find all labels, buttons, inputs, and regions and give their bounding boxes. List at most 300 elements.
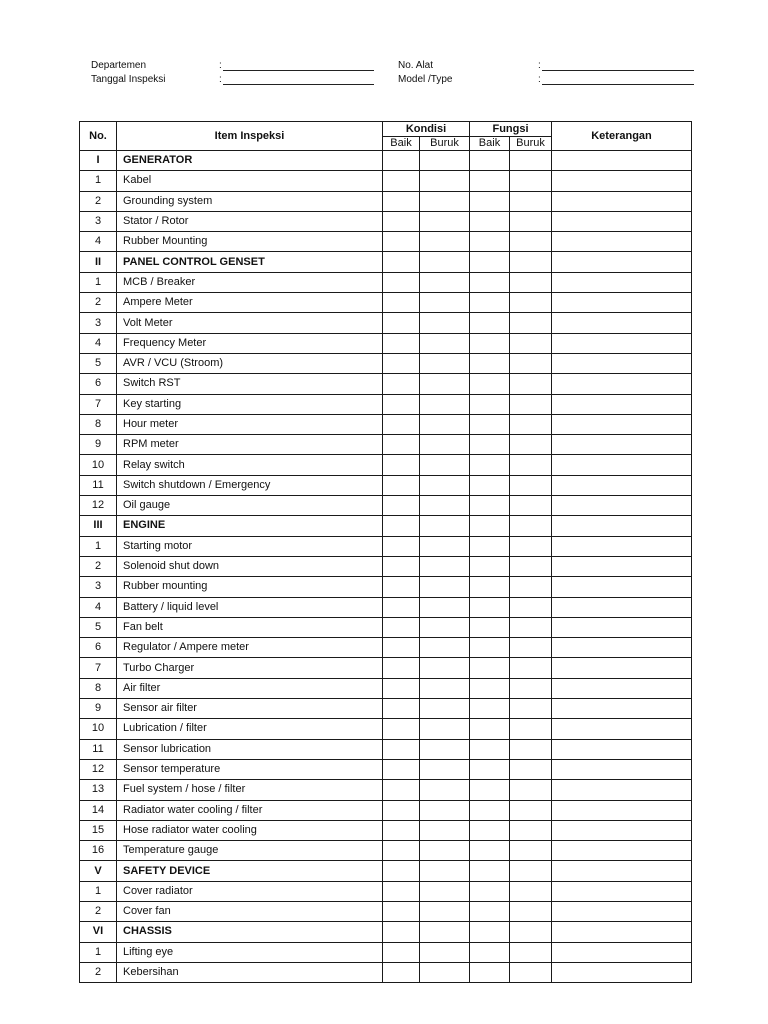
keterangan-cell[interactable] <box>552 678 692 698</box>
row-number: 16 <box>80 841 117 861</box>
kondisi-buruk-cell[interactable] <box>420 881 470 901</box>
keterangan-cell[interactable] <box>552 820 692 840</box>
fungsi-baik-cell[interactable] <box>470 719 510 739</box>
fungsi-baik-cell[interactable] <box>470 780 510 800</box>
kondisi-baik-cell[interactable] <box>383 252 420 272</box>
model-type-colon: : <box>538 74 541 85</box>
keterangan-cell[interactable] <box>552 780 692 800</box>
kondisi-baik-cell[interactable] <box>383 658 420 678</box>
item-label: Sensor air filter <box>117 699 383 719</box>
table-row <box>80 577 692 597</box>
table-row <box>80 617 692 637</box>
table-row <box>80 191 692 211</box>
kondisi-buruk-cell[interactable] <box>420 333 470 353</box>
keterangan-cell[interactable] <box>552 435 692 455</box>
kondisi-buruk-cell[interactable] <box>420 861 470 881</box>
table-row <box>80 353 692 373</box>
row-number: 5 <box>80 617 117 637</box>
fungsi-buruk-cell[interactable] <box>510 759 552 779</box>
item-label: Rubber mounting <box>117 577 383 597</box>
item-label: Sensor temperature <box>117 759 383 779</box>
kondisi-baik-cell[interactable] <box>383 881 420 901</box>
fungsi-baik-cell[interactable] <box>470 800 510 820</box>
keterangan-cell[interactable] <box>552 962 692 982</box>
kondisi-baik-cell[interactable] <box>383 678 420 698</box>
kondisi-baik-cell[interactable] <box>383 151 420 171</box>
table-row <box>80 658 692 678</box>
fungsi-baik-cell[interactable] <box>470 577 510 597</box>
keterangan-cell[interactable] <box>552 942 692 962</box>
fungsi-buruk-cell[interactable] <box>510 394 552 414</box>
item-label: Grounding system <box>117 191 383 211</box>
table-row <box>80 699 692 719</box>
kondisi-baik-cell[interactable] <box>383 962 420 982</box>
table-row <box>80 313 692 333</box>
item-label: Relay switch <box>117 455 383 475</box>
kondisi-baik-cell[interactable] <box>383 638 420 658</box>
item-label: MCB / Breaker <box>117 272 383 292</box>
kondisi-buruk-cell[interactable] <box>420 272 470 292</box>
fungsi-buruk-cell[interactable] <box>510 293 552 313</box>
kondisi-buruk-cell[interactable] <box>420 394 470 414</box>
fungsi-buruk-cell[interactable] <box>510 252 552 272</box>
table-row <box>80 232 692 252</box>
section-row <box>80 151 692 171</box>
item-label: Lubrication / filter <box>117 719 383 739</box>
keterangan-cell[interactable] <box>552 861 692 881</box>
table-row <box>80 841 692 861</box>
fungsi-baik-cell[interactable] <box>470 881 510 901</box>
kondisi-baik-cell[interactable] <box>383 313 420 333</box>
kondisi-buruk-cell[interactable] <box>420 901 470 921</box>
keterangan-cell[interactable] <box>552 232 692 252</box>
fungsi-buruk-cell[interactable] <box>510 597 552 617</box>
fungsi-baik-cell[interactable] <box>470 333 510 353</box>
keterangan-cell[interactable] <box>552 313 692 333</box>
fungsi-baik-cell[interactable] <box>470 597 510 617</box>
item-label: Turbo Charger <box>117 658 383 678</box>
kondisi-baik-cell[interactable] <box>383 414 420 434</box>
fungsi-buruk-cell[interactable] <box>510 475 552 495</box>
col-fungsi-header: Fungsi <box>470 122 552 137</box>
kondisi-buruk-cell[interactable] <box>420 800 470 820</box>
kondisi-buruk-cell[interactable] <box>420 759 470 779</box>
table-row <box>80 962 692 982</box>
keterangan-cell[interactable] <box>552 455 692 475</box>
kondisi-baik-cell[interactable] <box>383 232 420 252</box>
kondisi-buruk-cell[interactable] <box>420 638 470 658</box>
fungsi-baik-cell[interactable] <box>470 861 510 881</box>
keterangan-cell[interactable] <box>552 211 692 231</box>
kondisi-baik-cell[interactable] <box>383 374 420 394</box>
item-label: AVR / VCU (Stroom) <box>117 353 383 373</box>
fungsi-baik-cell[interactable] <box>470 942 510 962</box>
kondisi-baik-cell[interactable] <box>383 617 420 637</box>
fungsi-baik-cell[interactable] <box>470 820 510 840</box>
kondisi-baik-cell[interactable] <box>383 435 420 455</box>
tanggal-inspeksi-label: Tanggal Inspeksi <box>91 74 166 85</box>
kondisi-baik-cell[interactable] <box>383 800 420 820</box>
row-number: 8 <box>80 414 117 434</box>
row-number: 11 <box>80 475 117 495</box>
table-row <box>80 942 692 962</box>
kondisi-buruk-cell[interactable] <box>420 962 470 982</box>
keterangan-cell[interactable] <box>552 658 692 678</box>
fungsi-baik-cell[interactable] <box>470 435 510 455</box>
row-number: V <box>80 861 117 881</box>
kondisi-buruk-cell[interactable] <box>420 151 470 171</box>
keterangan-cell[interactable] <box>552 536 692 556</box>
fungsi-buruk-cell[interactable] <box>510 841 552 861</box>
item-label: Cover radiator <box>117 881 383 901</box>
fungsi-buruk-cell[interactable] <box>510 577 552 597</box>
fungsi-baik-cell[interactable] <box>470 678 510 698</box>
keterangan-cell[interactable] <box>552 516 692 536</box>
kondisi-baik-cell[interactable] <box>383 516 420 536</box>
kondisi-buruk-cell[interactable] <box>420 780 470 800</box>
section-row <box>80 252 692 272</box>
row-number: 1 <box>80 942 117 962</box>
fungsi-baik-cell[interactable] <box>470 475 510 495</box>
fungsi-baik-cell[interactable] <box>470 191 510 211</box>
kondisi-buruk-cell[interactable] <box>420 191 470 211</box>
kondisi-buruk-cell[interactable] <box>420 414 470 434</box>
kondisi-baik-cell[interactable] <box>383 455 420 475</box>
kondisi-buruk-cell[interactable] <box>420 171 470 191</box>
fungsi-buruk-cell[interactable] <box>510 191 552 211</box>
kondisi-baik-cell[interactable] <box>383 475 420 495</box>
kondisi-baik-cell[interactable] <box>383 780 420 800</box>
fungsi-buruk-cell[interactable] <box>510 333 552 353</box>
tanggal-inspeksi-field[interactable] <box>223 84 374 85</box>
section-row <box>80 922 692 942</box>
keterangan-cell[interactable] <box>552 171 692 191</box>
item-label: Battery / liquid level <box>117 597 383 617</box>
fungsi-baik-cell[interactable] <box>470 617 510 637</box>
keterangan-cell[interactable] <box>552 374 692 394</box>
fungsi-baik-cell[interactable] <box>470 272 510 292</box>
fungsi-baik-cell[interactable] <box>470 922 510 942</box>
kondisi-buruk-cell[interactable] <box>420 841 470 861</box>
keterangan-cell[interactable] <box>552 699 692 719</box>
kondisi-buruk-cell[interactable] <box>420 496 470 516</box>
kondisi-buruk-cell[interactable] <box>420 658 470 678</box>
fungsi-baik-cell[interactable] <box>470 759 510 779</box>
fungsi-buruk-cell[interactable] <box>510 861 552 881</box>
table-row <box>80 638 692 658</box>
fungsi-baik-cell[interactable] <box>470 455 510 475</box>
fungsi-baik-cell[interactable] <box>470 374 510 394</box>
keterangan-cell[interactable] <box>552 901 692 921</box>
keterangan-cell[interactable] <box>552 922 692 942</box>
keterangan-cell[interactable] <box>552 556 692 576</box>
fungsi-buruk-cell[interactable] <box>510 232 552 252</box>
fungsi-buruk-cell[interactable] <box>510 414 552 434</box>
kondisi-buruk-header: Buruk <box>420 137 470 151</box>
fungsi-buruk-cell[interactable] <box>510 820 552 840</box>
section-row <box>80 861 692 881</box>
kondisi-buruk-cell[interactable] <box>420 293 470 313</box>
kondisi-buruk-cell[interactable] <box>420 313 470 333</box>
kondisi-buruk-cell[interactable] <box>420 536 470 556</box>
kondisi-buruk-cell[interactable] <box>420 516 470 536</box>
fungsi-baik-cell[interactable] <box>470 293 510 313</box>
row-number: 9 <box>80 699 117 719</box>
col-kondisi-header: Kondisi <box>383 122 470 137</box>
kondisi-buruk-cell[interactable] <box>420 719 470 739</box>
kondisi-buruk-cell[interactable] <box>420 475 470 495</box>
kondisi-baik-cell[interactable] <box>383 171 420 191</box>
keterangan-cell[interactable] <box>552 151 692 171</box>
fungsi-baik-cell[interactable] <box>470 353 510 373</box>
keterangan-cell[interactable] <box>552 759 692 779</box>
kondisi-buruk-cell[interactable] <box>420 435 470 455</box>
kondisi-buruk-cell[interactable] <box>420 922 470 942</box>
keterangan-cell[interactable] <box>552 617 692 637</box>
kondisi-buruk-cell[interactable] <box>420 617 470 637</box>
kondisi-baik-cell[interactable] <box>383 719 420 739</box>
fungsi-buruk-cell[interactable] <box>510 719 552 739</box>
fungsi-baik-cell[interactable] <box>470 536 510 556</box>
keterangan-cell[interactable] <box>552 191 692 211</box>
kondisi-baik-header: Baik <box>383 137 420 151</box>
fungsi-baik-cell[interactable] <box>470 414 510 434</box>
kondisi-baik-cell[interactable] <box>383 556 420 576</box>
fungsi-buruk-cell[interactable] <box>510 881 552 901</box>
fungsi-buruk-cell[interactable] <box>510 455 552 475</box>
keterangan-cell[interactable] <box>552 800 692 820</box>
kondisi-baik-cell[interactable] <box>383 861 420 881</box>
table-row <box>80 293 692 313</box>
item-label: Fan belt <box>117 617 383 637</box>
kondisi-baik-cell[interactable] <box>383 394 420 414</box>
fungsi-baik-cell[interactable] <box>470 962 510 982</box>
fungsi-baik-cell[interactable] <box>470 658 510 678</box>
row-number: 1 <box>80 272 117 292</box>
keterangan-cell[interactable] <box>552 353 692 373</box>
keterangan-cell[interactable] <box>552 719 692 739</box>
row-number: 2 <box>80 293 117 313</box>
kondisi-baik-cell[interactable] <box>383 739 420 759</box>
fungsi-buruk-cell[interactable] <box>510 699 552 719</box>
row-number: 3 <box>80 577 117 597</box>
kondisi-baik-cell[interactable] <box>383 353 420 373</box>
row-number: 3 <box>80 313 117 333</box>
table-row <box>80 820 692 840</box>
kondisi-buruk-cell[interactable] <box>420 739 470 759</box>
table-row <box>80 719 692 739</box>
fungsi-buruk-cell[interactable] <box>510 678 552 698</box>
fungsi-buruk-cell[interactable] <box>510 922 552 942</box>
fungsi-buruk-cell[interactable] <box>510 638 552 658</box>
table-row <box>80 496 692 516</box>
kondisi-baik-cell[interactable] <box>383 496 420 516</box>
fungsi-buruk-cell[interactable] <box>510 496 552 516</box>
row-number: 6 <box>80 638 117 658</box>
fungsi-buruk-cell[interactable] <box>510 962 552 982</box>
fungsi-baik-cell[interactable] <box>470 211 510 231</box>
item-label: Volt Meter <box>117 313 383 333</box>
item-label: Regulator / Ampere meter <box>117 638 383 658</box>
kondisi-buruk-cell[interactable] <box>420 374 470 394</box>
kondisi-baik-cell[interactable] <box>383 699 420 719</box>
fungsi-buruk-cell[interactable] <box>510 617 552 637</box>
kondisi-buruk-cell[interactable] <box>420 211 470 231</box>
kondisi-baik-cell[interactable] <box>383 293 420 313</box>
keterangan-cell[interactable] <box>552 414 692 434</box>
item-label: Air filter <box>117 678 383 698</box>
kondisi-baik-cell[interactable] <box>383 191 420 211</box>
fungsi-buruk-cell[interactable] <box>510 658 552 678</box>
fungsi-buruk-cell[interactable] <box>510 151 552 171</box>
item-label: Hour meter <box>117 414 383 434</box>
section-title: SAFETY DEVICE <box>117 861 383 881</box>
fungsi-baik-cell[interactable] <box>470 516 510 536</box>
item-label: Fuel system / hose / filter <box>117 780 383 800</box>
kondisi-buruk-cell[interactable] <box>420 455 470 475</box>
fungsi-baik-cell[interactable] <box>470 171 510 191</box>
kondisi-baik-cell[interactable] <box>383 211 420 231</box>
kondisi-buruk-cell[interactable] <box>420 699 470 719</box>
fungsi-buruk-cell[interactable] <box>510 353 552 373</box>
fungsi-baik-cell[interactable] <box>470 739 510 759</box>
keterangan-cell[interactable] <box>552 252 692 272</box>
row-number: 8 <box>80 678 117 698</box>
keterangan-cell[interactable] <box>552 293 692 313</box>
item-label: Switch shutdown / Emergency <box>117 475 383 495</box>
fungsi-baik-cell[interactable] <box>470 496 510 516</box>
section-title: CHASSIS <box>117 922 383 942</box>
keterangan-cell[interactable] <box>552 597 692 617</box>
row-number: 13 <box>80 780 117 800</box>
table-row <box>80 800 692 820</box>
keterangan-cell[interactable] <box>552 638 692 658</box>
row-number: II <box>80 252 117 272</box>
table-row <box>80 374 692 394</box>
fungsi-baik-cell[interactable] <box>470 313 510 333</box>
row-number: 10 <box>80 455 117 475</box>
section-title: GENERATOR <box>117 151 383 171</box>
fungsi-buruk-cell[interactable] <box>510 516 552 536</box>
table-row <box>80 394 692 414</box>
no-alat-field[interactable] <box>542 70 694 71</box>
kondisi-buruk-cell[interactable] <box>420 820 470 840</box>
keterangan-cell[interactable] <box>552 475 692 495</box>
kondisi-buruk-cell[interactable] <box>420 678 470 698</box>
kondisi-buruk-cell[interactable] <box>420 556 470 576</box>
row-number: 15 <box>80 820 117 840</box>
item-label: Starting motor <box>117 536 383 556</box>
keterangan-cell[interactable] <box>552 496 692 516</box>
fungsi-baik-cell[interactable] <box>470 841 510 861</box>
fungsi-baik-cell[interactable] <box>470 252 510 272</box>
item-label: Key starting <box>117 394 383 414</box>
kondisi-baik-cell[interactable] <box>383 942 420 962</box>
item-label: Frequency Meter <box>117 333 383 353</box>
kondisi-buruk-cell[interactable] <box>420 577 470 597</box>
keterangan-cell[interactable] <box>552 841 692 861</box>
table-row <box>80 414 692 434</box>
kondisi-baik-cell[interactable] <box>383 841 420 861</box>
fungsi-baik-cell[interactable] <box>470 151 510 171</box>
kondisi-baik-cell[interactable] <box>383 536 420 556</box>
row-number: 6 <box>80 374 117 394</box>
kondisi-buruk-cell[interactable] <box>420 942 470 962</box>
fungsi-buruk-cell[interactable] <box>510 800 552 820</box>
col-keterangan-header: Keterangan <box>552 122 692 151</box>
fungsi-buruk-cell[interactable] <box>510 942 552 962</box>
fungsi-buruk-cell[interactable] <box>510 739 552 759</box>
table-row <box>80 272 692 292</box>
fungsi-buruk-cell[interactable] <box>510 435 552 455</box>
keterangan-cell[interactable] <box>552 394 692 414</box>
row-number: 2 <box>80 901 117 921</box>
table-row <box>80 901 692 921</box>
departemen-field[interactable] <box>223 70 374 71</box>
fungsi-buruk-cell[interactable] <box>510 211 552 231</box>
kondisi-baik-cell[interactable] <box>383 597 420 617</box>
item-label: Ampere Meter <box>117 293 383 313</box>
fungsi-buruk-cell[interactable] <box>510 171 552 191</box>
fungsi-buruk-cell[interactable] <box>510 272 552 292</box>
keterangan-cell[interactable] <box>552 739 692 759</box>
row-number: 3 <box>80 211 117 231</box>
row-number: III <box>80 516 117 536</box>
fungsi-baik-cell[interactable] <box>470 394 510 414</box>
item-label: Kabel <box>117 171 383 191</box>
fungsi-baik-cell[interactable] <box>470 638 510 658</box>
model-type-field[interactable] <box>542 84 694 85</box>
kondisi-baik-cell[interactable] <box>383 333 420 353</box>
kondisi-baik-cell[interactable] <box>383 272 420 292</box>
table-row <box>80 435 692 455</box>
kondisi-buruk-cell[interactable] <box>420 597 470 617</box>
row-number: 2 <box>80 962 117 982</box>
item-label: Sensor lubrication <box>117 739 383 759</box>
kondisi-buruk-cell[interactable] <box>420 232 470 252</box>
fungsi-baik-cell[interactable] <box>470 556 510 576</box>
keterangan-cell[interactable] <box>552 577 692 597</box>
kondisi-buruk-cell[interactable] <box>420 353 470 373</box>
fungsi-buruk-cell[interactable] <box>510 313 552 333</box>
table-row <box>80 881 692 901</box>
keterangan-cell[interactable] <box>552 881 692 901</box>
fungsi-baik-cell[interactable] <box>470 901 510 921</box>
kondisi-baik-cell[interactable] <box>383 759 420 779</box>
fungsi-buruk-cell[interactable] <box>510 374 552 394</box>
fungsi-baik-cell[interactable] <box>470 699 510 719</box>
row-number: 7 <box>80 658 117 678</box>
form-header <box>0 0 768 100</box>
kondisi-baik-cell[interactable] <box>383 901 420 921</box>
keterangan-cell[interactable] <box>552 333 692 353</box>
kondisi-baik-cell[interactable] <box>383 577 420 597</box>
row-number: 5 <box>80 353 117 373</box>
fungsi-baik-header: Baik <box>470 137 510 151</box>
row-number: 12 <box>80 759 117 779</box>
fungsi-buruk-cell[interactable] <box>510 536 552 556</box>
fungsi-buruk-cell[interactable] <box>510 556 552 576</box>
kondisi-buruk-cell[interactable] <box>420 252 470 272</box>
fungsi-buruk-cell[interactable] <box>510 901 552 921</box>
no-alat-label: No. Alat <box>398 60 434 71</box>
kondisi-baik-cell[interactable] <box>383 922 420 942</box>
item-label: Hose radiator water cooling <box>117 820 383 840</box>
keterangan-cell[interactable] <box>552 272 692 292</box>
fungsi-buruk-cell[interactable] <box>510 780 552 800</box>
kondisi-baik-cell[interactable] <box>383 820 420 840</box>
fungsi-baik-cell[interactable] <box>470 232 510 252</box>
